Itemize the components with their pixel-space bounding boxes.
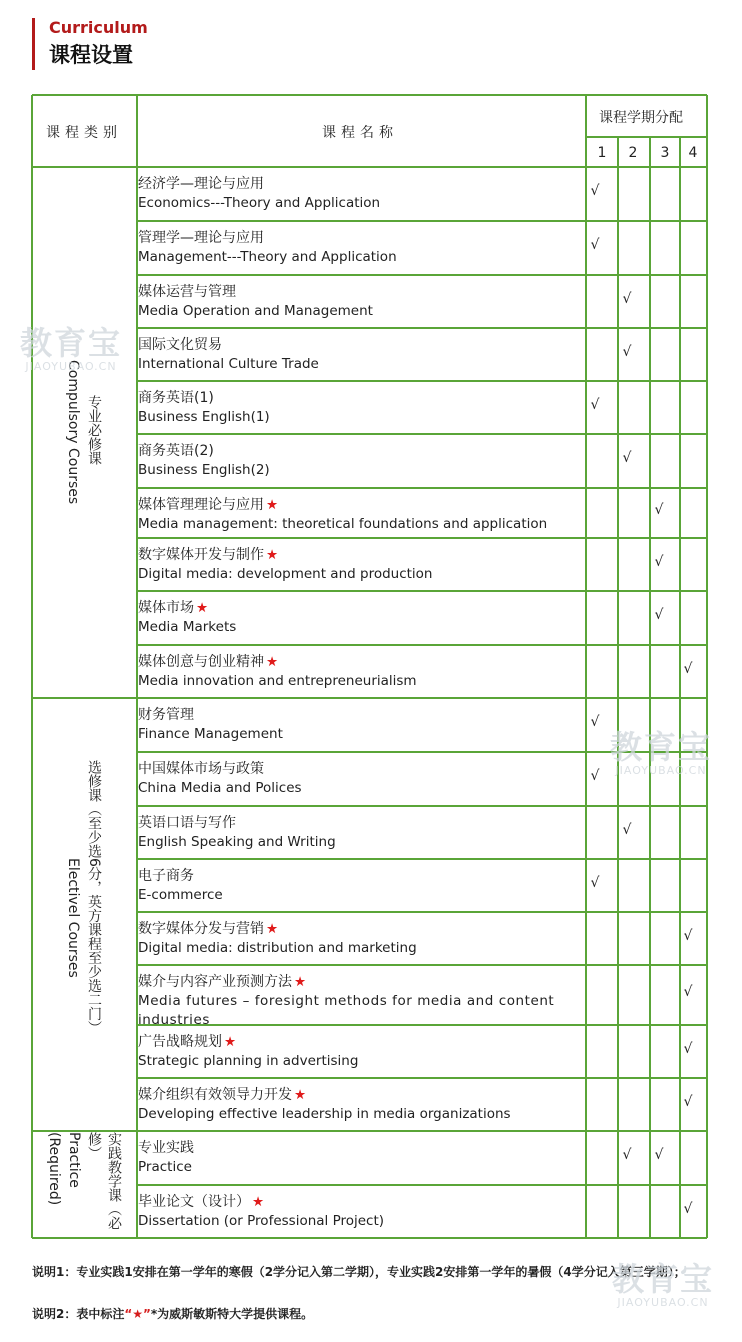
group-compulsory-en: Compulsory Courses	[65, 360, 81, 505]
course-name-zh-line	[138, 546, 433, 565]
star-icon: ★	[224, 1034, 237, 1050]
semester-check-mark: √	[654, 502, 664, 518]
star-icon: ★	[294, 1087, 307, 1103]
course-name-zh-line	[138, 920, 417, 939]
semester-check-mark: √	[590, 875, 600, 891]
course-name-en: Management---Theory and Application	[138, 249, 397, 265]
course-row	[138, 973, 586, 1030]
course-row	[138, 1193, 384, 1231]
semester-check-mark: √	[590, 714, 600, 730]
semester-check-mark: √	[683, 661, 693, 677]
course-name-zh-line	[138, 1086, 511, 1105]
course-row	[138, 1139, 194, 1177]
semester-check-mark: √	[654, 1147, 664, 1163]
course-row	[138, 706, 283, 744]
course-name-zh: 媒介与内容产业预测方法	[138, 974, 292, 990]
course-row	[138, 546, 433, 584]
course-name-en: Economics---Theory and Application	[138, 195, 381, 211]
group-practice-zh: 实践教学课（必修）	[86, 1132, 122, 1230]
course-name-en: English Speaking and Writing	[138, 834, 336, 850]
course-name-zh: 英语口语与写作	[138, 815, 236, 831]
course-row	[138, 920, 417, 958]
course-name-zh: 毕业论文（设计）	[138, 1194, 250, 1210]
course-name-zh-line	[138, 1033, 358, 1052]
watermark	[610, 730, 712, 777]
watermark-domain: JIAOYUBAO.CN	[615, 764, 707, 777]
watermark-brand: 教育宝	[612, 1260, 715, 1298]
watermark	[612, 1262, 714, 1309]
course-name-zh-line	[138, 973, 586, 992]
semester-check-mark: √	[590, 768, 600, 784]
course-row	[138, 867, 223, 905]
course-name-en: Business English(2)	[138, 462, 270, 478]
semester-check-mark: √	[683, 1094, 693, 1110]
group-compulsory-zh: 专业必修课	[86, 395, 102, 465]
group-practice-en: Practice (Required)	[46, 1132, 82, 1206]
course-name-zh: 专业实践	[138, 1140, 194, 1156]
group-elective-zh: 选修课（至少选6分，英方课程至少选二门）	[86, 760, 102, 1035]
course-name-zh: 数字媒体分发与营销	[138, 921, 264, 937]
semester-check-mark: √	[622, 344, 632, 360]
semester-number: 4	[688, 145, 698, 161]
course-name-zh: 电子商务	[138, 868, 194, 884]
course-row	[138, 1086, 511, 1124]
course-row	[138, 229, 397, 267]
course-name-en: Media innovation and entrepreneurialism	[138, 673, 417, 689]
course-name-en: Media futures – foresight methods for media and content industries	[138, 993, 555, 1028]
course-name-zh: 数字媒体开发与制作	[138, 547, 264, 563]
note-1: 说明1：专业实践1安排在第一学年的寒假（2学分记入第二学期），专业实践2安排第一学年的暑假（4学分记入第三学期）；	[32, 1265, 686, 1279]
course-name-en: Business English(1)	[138, 409, 270, 425]
course-name-en: Developing effective leadership in media organizations	[138, 1106, 511, 1122]
course-name-en: Media management: theoretical foundations and application	[138, 516, 548, 532]
semester-check-mark: √	[654, 607, 664, 623]
star-icon: ★	[266, 497, 279, 513]
watermark-brand: 教育宝	[20, 324, 123, 362]
course-name-zh-line	[138, 496, 547, 515]
semester-check-mark: √	[590, 183, 600, 199]
section-title-en: Curriculum	[49, 18, 148, 37]
semester-check-mark: √	[622, 291, 632, 307]
course-name-zh: 媒体创意与创业精神	[138, 654, 264, 670]
course-name-en: Dissertation (or Professional Project)	[138, 1213, 385, 1229]
course-name-en: E-commerce	[138, 887, 223, 903]
semester-number: 1	[597, 145, 607, 161]
course-name-zh-line	[138, 653, 417, 672]
semester-check-mark: √	[683, 1201, 693, 1217]
course-row	[138, 283, 373, 321]
course-name-zh: 中国媒体市场与政策	[138, 761, 264, 777]
course-name-en: Digital media: development and production	[138, 566, 433, 582]
course-name-en: International Culture Trade	[138, 356, 319, 372]
course-row	[138, 442, 270, 480]
course-name-zh: 国际文化贸易	[138, 337, 222, 353]
semester-check-mark: √	[683, 928, 693, 944]
semester-number: 2	[628, 145, 638, 161]
course-name-en: Strategic planning in advertising	[138, 1053, 359, 1069]
course-row	[138, 653, 417, 691]
course-name-en: Media Markets	[138, 619, 237, 635]
semester-check-mark: √	[622, 822, 632, 838]
watermark-domain: JIAOYUBAO.CN	[25, 360, 117, 373]
semester-check-mark: √	[622, 450, 632, 466]
note-2-mark: “★”	[124, 1307, 151, 1321]
semester-check-mark: √	[622, 1147, 632, 1163]
star-icon: ★	[196, 600, 209, 616]
semester-check-mark: √	[654, 554, 664, 570]
course-row	[138, 389, 270, 427]
star-icon: ★	[266, 654, 279, 670]
header-category: 课程类别	[46, 125, 122, 141]
semester-number: 3	[660, 145, 670, 161]
course-name-en: Practice	[138, 1159, 192, 1175]
header-course-name: 课程名称	[322, 125, 398, 141]
course-name-zh: 媒体管理理论与应用	[138, 497, 264, 513]
course-row	[138, 599, 236, 637]
course-name-en: Finance Management	[138, 726, 283, 742]
semester-check-mark: √	[590, 397, 600, 413]
course-name-en: Media Operation and Management	[138, 303, 373, 319]
course-row	[138, 175, 380, 213]
star-icon: ★	[266, 921, 279, 937]
watermark-brand: 教育宝	[610, 728, 713, 766]
course-name-zh-line	[138, 1193, 384, 1212]
section-header	[32, 18, 148, 70]
note-2-prefix: 说明2：表中标注	[32, 1307, 125, 1321]
group-elective-en: Electivel Courses	[65, 858, 81, 978]
course-name-zh: 经济学—理论与应用	[138, 176, 264, 192]
course-row	[138, 496, 547, 534]
course-name-zh: 财务管理	[138, 707, 194, 723]
semester-check-mark: √	[683, 984, 693, 1000]
course-name-zh: 广告战略规划	[138, 1034, 222, 1050]
star-icon: ★	[252, 1194, 265, 1210]
semester-check-mark: √	[683, 1041, 693, 1057]
course-row	[138, 336, 319, 374]
course-name-zh: 媒介组织有效领导力开发	[138, 1087, 292, 1103]
course-row	[138, 814, 336, 852]
course-name-zh: 管理学—理论与应用	[138, 230, 264, 246]
course-row	[138, 760, 302, 798]
semester-check-mark: √	[590, 237, 600, 253]
course-row	[138, 1033, 358, 1071]
course-name-zh: 商务英语(2)	[138, 443, 214, 459]
course-name-zh-line	[138, 599, 236, 618]
course-name-en: Digital media: distribution and marketing	[138, 940, 417, 956]
watermark-domain: JIAOYUBAO.CN	[617, 1296, 709, 1309]
course-name-zh: 媒体市场	[138, 600, 194, 616]
note-2-suffix: *为威斯敏斯特大学提供课程。	[150, 1307, 314, 1321]
course-name-zh: 商务英语(1)	[138, 390, 214, 406]
watermark	[20, 326, 122, 373]
star-icon: ★	[266, 547, 279, 563]
star-icon: ★	[294, 974, 307, 990]
section-title-zh: 课程设置	[49, 43, 133, 67]
course-name-zh: 媒体运营与管理	[138, 284, 236, 300]
header-semester-allocation: 课程学期分配	[599, 110, 683, 126]
course-name-en: China Media and Polices	[138, 780, 302, 796]
